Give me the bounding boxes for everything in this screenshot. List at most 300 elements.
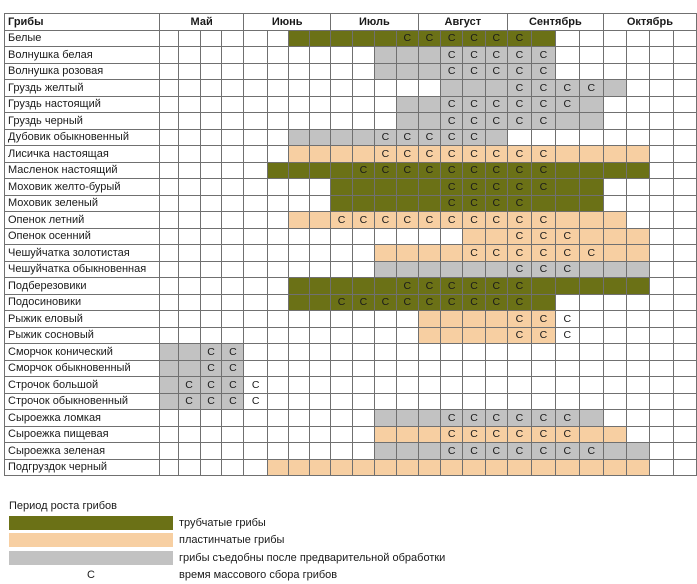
week-cell: С (396, 30, 418, 47)
week-cell (310, 195, 331, 212)
week-cell: С (331, 212, 353, 229)
week-cell (352, 459, 374, 476)
week-cell (418, 360, 440, 377)
week-cell (396, 360, 418, 377)
week-cell (268, 294, 289, 311)
week-cell: С (441, 47, 463, 64)
week-cell (268, 47, 289, 64)
week-cell (441, 261, 463, 278)
week-cell (418, 459, 440, 476)
week-cell (507, 344, 531, 361)
week-cell: С (463, 47, 485, 64)
week-cell (352, 113, 374, 130)
week-cell (650, 278, 673, 295)
week-cell: С (244, 393, 268, 410)
mushroom-name: Подгруздок черный (5, 459, 160, 476)
week-cell: С (178, 393, 200, 410)
week-cell (396, 311, 418, 328)
mushroom-row (5, 63, 697, 80)
week-cell (331, 195, 353, 212)
week-cell (603, 377, 626, 394)
legend-item (9, 549, 479, 567)
week-cell (310, 113, 331, 130)
week-cell (268, 261, 289, 278)
mushroom-name: Опенок осенний (5, 228, 160, 245)
week-cell: С (531, 228, 555, 245)
week-cell (650, 228, 673, 245)
week-cell (268, 96, 289, 113)
week-cell (244, 162, 268, 179)
week-cell (627, 195, 650, 212)
week-cell: С (441, 278, 463, 295)
week-cell (579, 113, 603, 130)
week-cell: С (463, 443, 485, 460)
mushroom-row (5, 96, 697, 113)
week-cell (650, 327, 673, 344)
week-cell (396, 96, 418, 113)
week-cell (222, 63, 244, 80)
week-cell (222, 146, 244, 163)
week-cell (244, 47, 268, 64)
week-cell (579, 377, 603, 394)
week-cell (331, 393, 353, 410)
week-cell (627, 228, 650, 245)
week-cell (396, 377, 418, 394)
week-cell (178, 443, 200, 460)
week-cell (331, 245, 353, 262)
mushroom-name: Волнушка белая (5, 47, 160, 64)
week-cell (200, 47, 222, 64)
week-cell (396, 393, 418, 410)
week-cell (627, 162, 650, 179)
week-cell: С (222, 344, 244, 361)
week-cell (222, 443, 244, 460)
week-cell: С (396, 212, 418, 229)
week-cell (222, 311, 244, 328)
week-cell (603, 179, 626, 196)
week-cell (374, 393, 396, 410)
week-cell (222, 30, 244, 47)
week-cell (289, 426, 310, 443)
week-cell (310, 426, 331, 443)
week-cell: С (485, 146, 507, 163)
week-cell: С (352, 212, 374, 229)
week-cell (579, 162, 603, 179)
week-cell: С (374, 146, 396, 163)
week-cell (331, 344, 353, 361)
week-cell (579, 195, 603, 212)
week-cell (352, 30, 374, 47)
week-cell (289, 327, 310, 344)
week-cell: С (531, 113, 555, 130)
week-cell (159, 245, 178, 262)
week-cell (673, 311, 696, 328)
week-cell (555, 212, 579, 229)
week-cell (374, 63, 396, 80)
week-cell (555, 377, 579, 394)
week-cell (531, 30, 555, 47)
week-cell: С (531, 311, 555, 328)
week-cell (374, 327, 396, 344)
week-cell (268, 459, 289, 476)
header-row (5, 14, 697, 31)
week-cell: С (200, 377, 222, 394)
week-cell (310, 63, 331, 80)
week-cell: С (485, 294, 507, 311)
week-cell: С (485, 30, 507, 47)
week-cell: С (507, 294, 531, 311)
week-cell (650, 311, 673, 328)
week-cell (159, 377, 178, 394)
week-cell (159, 129, 178, 146)
week-cell (159, 294, 178, 311)
month-header: Сентябрь (507, 14, 603, 31)
week-cell (603, 245, 626, 262)
week-cell: С (507, 63, 531, 80)
week-cell (627, 278, 650, 295)
week-cell (418, 228, 440, 245)
week-cell (244, 245, 268, 262)
week-cell (222, 212, 244, 229)
week-cell (289, 195, 310, 212)
week-cell (650, 162, 673, 179)
week-cell (396, 261, 418, 278)
week-cell (244, 311, 268, 328)
week-cell (244, 228, 268, 245)
week-cell (485, 129, 507, 146)
mushroom-row (5, 47, 697, 64)
week-cell (579, 179, 603, 196)
week-cell (352, 129, 374, 146)
week-cell: С (507, 47, 531, 64)
week-cell (222, 459, 244, 476)
week-cell (200, 80, 222, 97)
week-cell (289, 212, 310, 229)
week-cell: С (441, 129, 463, 146)
week-cell (289, 443, 310, 460)
week-cell (418, 344, 440, 361)
week-cell: С (441, 179, 463, 196)
week-cell (178, 63, 200, 80)
week-cell (396, 80, 418, 97)
week-cell (627, 96, 650, 113)
week-cell (418, 261, 440, 278)
week-cell (178, 30, 200, 47)
week-cell (310, 360, 331, 377)
week-cell: С (463, 278, 485, 295)
week-cell (352, 443, 374, 460)
week-cell (244, 113, 268, 130)
week-cell: С (352, 162, 374, 179)
week-cell (627, 47, 650, 64)
week-cell (531, 195, 555, 212)
week-cell (603, 393, 626, 410)
week-cell (374, 360, 396, 377)
week-cell (555, 179, 579, 196)
week-cell (331, 63, 353, 80)
week-cell (159, 393, 178, 410)
week-cell: С (374, 129, 396, 146)
week-cell: С (507, 410, 531, 427)
week-cell (650, 426, 673, 443)
week-cell (627, 80, 650, 97)
week-cell (579, 212, 603, 229)
week-cell: С (418, 162, 440, 179)
week-cell: С (222, 393, 244, 410)
week-cell (222, 129, 244, 146)
week-cell (310, 30, 331, 47)
week-cell (627, 146, 650, 163)
week-cell (603, 360, 626, 377)
week-cell: С (463, 96, 485, 113)
week-cell (627, 245, 650, 262)
week-cell: С (531, 63, 555, 80)
week-cell (463, 261, 485, 278)
mushroom-row (5, 426, 697, 443)
week-cell (331, 80, 353, 97)
mushroom-name: Дубовик обыкновенный (5, 129, 160, 146)
month-header: Октябрь (603, 14, 696, 31)
week-cell (331, 47, 353, 64)
week-cell: С (507, 311, 531, 328)
week-cell (555, 195, 579, 212)
week-cell: С (463, 212, 485, 229)
week-cell: С (507, 443, 531, 460)
week-cell: С (485, 96, 507, 113)
week-cell: С (441, 30, 463, 47)
week-cell: С (222, 377, 244, 394)
legend-swatch: С (9, 568, 173, 582)
week-cell: С (441, 146, 463, 163)
mushroom-row (5, 129, 697, 146)
week-cell: С (555, 327, 579, 344)
week-cell: С (485, 245, 507, 262)
week-cell (650, 30, 673, 47)
week-cell (441, 80, 463, 97)
week-cell (268, 344, 289, 361)
week-cell: С (441, 195, 463, 212)
mushroom-row (5, 443, 697, 460)
week-cell (310, 96, 331, 113)
week-cell (268, 63, 289, 80)
week-cell (673, 360, 696, 377)
legend-items (9, 514, 479, 584)
week-cell (159, 327, 178, 344)
week-cell (603, 96, 626, 113)
week-cell (222, 195, 244, 212)
week-cell (178, 245, 200, 262)
week-cell (374, 459, 396, 476)
week-cell: С (463, 63, 485, 80)
week-cell (627, 410, 650, 427)
week-cell (331, 129, 353, 146)
week-cell (331, 459, 353, 476)
week-cell (222, 410, 244, 427)
week-cell (531, 129, 555, 146)
week-cell (268, 278, 289, 295)
week-cell (463, 377, 485, 394)
week-cell: С (374, 212, 396, 229)
week-cell (396, 327, 418, 344)
week-cell (441, 327, 463, 344)
week-cell (531, 360, 555, 377)
week-cell (441, 360, 463, 377)
week-cell: С (396, 162, 418, 179)
week-cell: С (244, 377, 268, 394)
week-cell (418, 195, 440, 212)
week-cell (244, 63, 268, 80)
week-cell: С (200, 344, 222, 361)
week-cell (268, 162, 289, 179)
week-cell (673, 212, 696, 229)
week-cell (222, 47, 244, 64)
week-cell (268, 245, 289, 262)
week-cell (268, 360, 289, 377)
week-cell (159, 113, 178, 130)
week-cell (159, 360, 178, 377)
week-cell (603, 212, 626, 229)
week-cell (627, 311, 650, 328)
week-cell (331, 113, 353, 130)
week-cell (289, 63, 310, 80)
week-cell (289, 47, 310, 64)
week-cell (374, 245, 396, 262)
week-cell (418, 393, 440, 410)
week-cell (579, 426, 603, 443)
week-cell: С (463, 410, 485, 427)
month-header: Август (418, 14, 507, 31)
week-cell (200, 426, 222, 443)
mushroom-name: Белые (5, 30, 160, 47)
mushroom-name: Чешуйчатка золотистая (5, 245, 160, 262)
week-cell (396, 459, 418, 476)
week-cell (310, 228, 331, 245)
week-cell (159, 96, 178, 113)
week-cell (178, 129, 200, 146)
mushroom-name: Сыроежка ломкая (5, 410, 160, 427)
week-cell (485, 228, 507, 245)
week-cell: С (200, 393, 222, 410)
week-cell (418, 410, 440, 427)
week-cell (673, 47, 696, 64)
week-cell (627, 63, 650, 80)
mushroom-name: Подосиновики (5, 294, 160, 311)
week-cell (673, 113, 696, 130)
week-cell (396, 179, 418, 196)
week-cell (352, 410, 374, 427)
week-cell (331, 146, 353, 163)
week-cell (200, 261, 222, 278)
week-cell: С (463, 179, 485, 196)
week-cell: С (555, 245, 579, 262)
week-cell: С (374, 294, 396, 311)
week-cell: С (579, 80, 603, 97)
week-cell (485, 261, 507, 278)
week-cell (268, 146, 289, 163)
week-cell (310, 261, 331, 278)
week-cell (268, 113, 289, 130)
week-cell (178, 459, 200, 476)
week-cell (650, 261, 673, 278)
week-cell (159, 179, 178, 196)
week-cell (268, 377, 289, 394)
week-cell (289, 228, 310, 245)
week-cell (603, 228, 626, 245)
mushroom-row (5, 245, 697, 262)
week-cell: С (396, 294, 418, 311)
week-cell: С (531, 443, 555, 460)
week-cell (374, 96, 396, 113)
week-cell (555, 459, 579, 476)
week-cell (331, 179, 353, 196)
week-cell: С (441, 63, 463, 80)
week-cell (627, 294, 650, 311)
week-cell (222, 245, 244, 262)
week-cell (463, 228, 485, 245)
week-cell (200, 113, 222, 130)
week-cell (627, 212, 650, 229)
mushroom-name: Моховик зеленый (5, 195, 160, 212)
week-cell (178, 278, 200, 295)
week-cell (507, 459, 531, 476)
week-cell: С (374, 162, 396, 179)
legend-item (9, 567, 479, 584)
week-cell (244, 179, 268, 196)
week-cell (374, 30, 396, 47)
mushroom-name: Чешуйчатка обыкновенная (5, 261, 160, 278)
week-cell (579, 261, 603, 278)
week-cell (289, 294, 310, 311)
week-cell (222, 80, 244, 97)
mushroom-name: Сморчок обыкновенный (5, 360, 160, 377)
week-cell: С (441, 96, 463, 113)
week-cell (463, 459, 485, 476)
week-cell (673, 278, 696, 295)
week-cell: С (531, 212, 555, 229)
week-cell: С (463, 245, 485, 262)
week-cell (352, 80, 374, 97)
mushroom-name: Сморчок конический (5, 344, 160, 361)
week-cell (507, 377, 531, 394)
week-cell (650, 80, 673, 97)
week-cell (222, 426, 244, 443)
week-cell (178, 261, 200, 278)
week-cell (627, 459, 650, 476)
week-cell (418, 245, 440, 262)
week-cell: С (531, 80, 555, 97)
week-cell (178, 228, 200, 245)
week-cell (200, 228, 222, 245)
week-cell (579, 129, 603, 146)
week-cell (331, 96, 353, 113)
week-cell (310, 327, 331, 344)
week-cell: С (507, 327, 531, 344)
week-cell (396, 47, 418, 64)
week-cell (555, 393, 579, 410)
week-cell (310, 162, 331, 179)
week-cell: С (555, 443, 579, 460)
week-cell: С (531, 327, 555, 344)
week-cell (418, 63, 440, 80)
week-cell (463, 344, 485, 361)
mushroom-name: Рыжик сосновый (5, 327, 160, 344)
week-cell (650, 360, 673, 377)
week-cell (673, 80, 696, 97)
mushroom-row (5, 261, 697, 278)
week-cell (374, 311, 396, 328)
week-cell (603, 278, 626, 295)
week-cell (579, 96, 603, 113)
